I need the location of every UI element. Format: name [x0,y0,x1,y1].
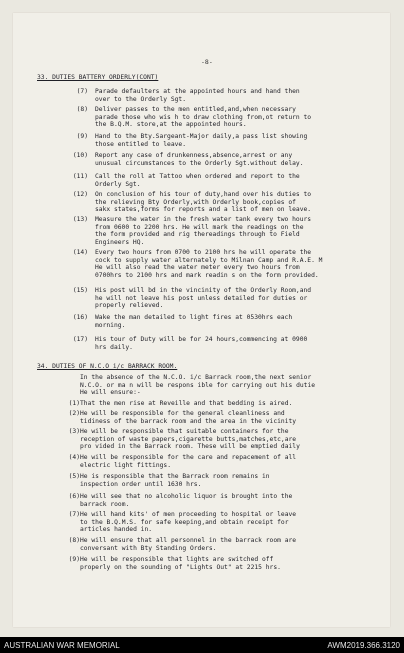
item-text-line: the relieving Bty Orderly,with Orderly book,copies of [95,198,296,206]
item-text [95,249,322,279]
item-text [80,428,300,451]
item-text-line: He will ensure that all personnel in the barrack room are [80,537,297,544]
item-text-line: He will also read the water meter every two hours from [95,264,300,272]
item-number: (6) [68,493,80,500]
item-text-line: He will be responsible for the general cleanliness and [80,410,285,417]
page-number: -8- [201,58,213,66]
item-text-line: tidiness of the barrack room and the area in the vicinity [80,417,297,425]
item-number: (5) [68,473,80,480]
item-text-line: He will be responsible that lights are switched off [80,556,274,563]
item-number: (17) [72,336,88,343]
item-text-line: parade those who wis h to draw clothing from,ot return to [95,113,312,121]
item-text [95,106,311,129]
intro-line: In the absence of the N.C.O. i/c Barrack room,the next senior [80,374,312,381]
footer-institution: AUSTRALIAN WAR MEMORIAL [4,641,120,650]
item-text-line: to the B.Q.M.S. for safe keeping,and obtain receipt for [80,518,289,526]
item-text-line: barrack room. [80,500,130,508]
item-text-line: morning. [95,321,126,329]
item-text-line: properly relieved. [95,302,164,310]
item-text-line: He will be responsible that suitable containers for the [80,428,289,435]
item-number: (13) [72,216,88,223]
item-text-line: Orderly Sgt. [95,180,141,188]
item-number: (8) [76,106,88,113]
item-number: (15) [72,287,88,294]
item-text-line: Every two hours from 0700 to 2100 hrs he will operate the [95,249,312,256]
item-number: (3) [68,428,80,435]
item-number: (16) [72,314,88,321]
item-text-line: He will be responsible for the care and repacement of all [80,454,297,461]
item-text-line: He is responsible that the Barrack room remains in [80,473,270,480]
item-number: (2) [68,410,80,417]
item-text [95,336,307,351]
item-text-line: electric light fittings. [80,461,171,469]
item-text [80,454,296,469]
item-text-line: hrs daily. [95,343,133,351]
item-text [95,173,300,188]
item-text [95,88,300,103]
item-text-line: His post will bd in the vincinity of the Orderly Room,and [95,287,312,294]
item-text [80,511,296,534]
item-text-line: pro vided in the Barrack room. These will be emptied daily [80,443,300,451]
item-text-line: unusual circumstances to the Orderly Sgt.without delay. [95,159,304,167]
item-text-line: sakx states,forms for reports and a list of men on leave. [95,206,312,214]
item-text [80,400,292,408]
item-text-line: over to the Orderly Sgt. [95,95,186,103]
footer-bar [0,637,404,653]
item-number: (8) [68,537,80,544]
item-text-line: conversant with Bty Standing Orders. [80,544,217,552]
item-text [80,556,281,571]
item-text-line: reception of waste papers,cigarette butts,matches,etc,are [80,435,297,443]
item-text-line: Hand to the Bty.Sargeant-Major daily,a pass list showing [95,133,308,140]
section-33-heading [37,74,158,82]
item-number: (4) [68,454,80,461]
item-text-line: His tour of Duty will be for 24 hours,commencing at 0900 [95,336,308,343]
item-text-line: those entitled to leave. [95,140,186,148]
item-number: (1) [68,400,80,407]
item-text-line: Report any case of drunkenness,absence,arrest or any [95,152,293,159]
section-34-heading [37,363,177,371]
footer-accession-number: AWM2019.366.3120 [327,641,400,650]
intro-line: He will ensure:- [80,389,141,397]
item-text-line: Wake the man detailed to light fires at 0530hrs each [95,314,293,321]
item-text [80,410,296,425]
item-number: (10) [72,152,88,159]
item-text-line: cock to supply water alternately to Milnan Camp and R.A.E. M [95,256,323,264]
item-text-line: He will hand kits' of men proceeding to hospital or leave [80,511,297,518]
item-text-line: properly on the sounding of "Lights Out" at 2215 hrs. [80,563,281,571]
item-text-line: the B.Q.M. store,at the appointed hours. [95,121,247,129]
item-text-line: Parade defaulters at the appointed hours and hand then [95,88,300,95]
item-text [80,537,296,552]
item-text-line: Engineers HQ. [95,238,145,246]
item-text-line: 0700hrs to 2100 hrs and mark readin s on the form provided. [95,271,319,279]
item-text [95,152,304,167]
section-34-intro [80,374,315,397]
intro-line: N.C.O. or ma n will be respons ible for carrying out his dutie [80,381,316,389]
section-34-title: 34. DUTIES OF N.C.O i/c BARRACK ROOM. [37,363,178,370]
item-text [80,473,270,488]
item-number: (7) [76,88,88,95]
item-text [95,314,292,329]
item-number: (7) [68,511,80,518]
item-text-line: inspection order until 1630 hrs. [80,480,202,488]
item-text [80,493,292,508]
item-number: (9) [68,556,80,563]
item-text-line: That the men rise at Reveille and that bedding is aired. [80,400,293,407]
item-text [95,191,311,214]
item-text-line: Call the roll at Tattoo when ordered and report to the [95,173,300,180]
item-text-line: articles handed in. [80,526,153,534]
item-text-line: he will not leave his post unless detailed for duties or [95,294,308,302]
item-text-line: the form provided and rig thereadings through to Field [95,231,300,239]
item-number: (9) [76,133,88,140]
item-number: (11) [72,173,88,180]
item-text [95,287,311,310]
item-text-line: Measure the water in the fresh water tank every two hours [95,216,312,223]
item-text-line: Deliver passes to the men entitled,and,when necessary [95,106,296,113]
item-text-line: from 0600 to 2200 hrs. He will mark the readings on the [95,223,304,231]
item-text [95,133,307,148]
item-number: (12) [72,191,88,198]
item-number: (14) [72,249,88,256]
item-text-line: On conclusion of his tour of duty,hand over his duties to [95,191,312,198]
item-text-line: He will see that no alcoholic liquor is brought into the [80,493,293,500]
item-text [95,216,311,246]
section-33-title: 33. DUTIES BATTERY ORDERLY(CONT) [37,74,159,81]
